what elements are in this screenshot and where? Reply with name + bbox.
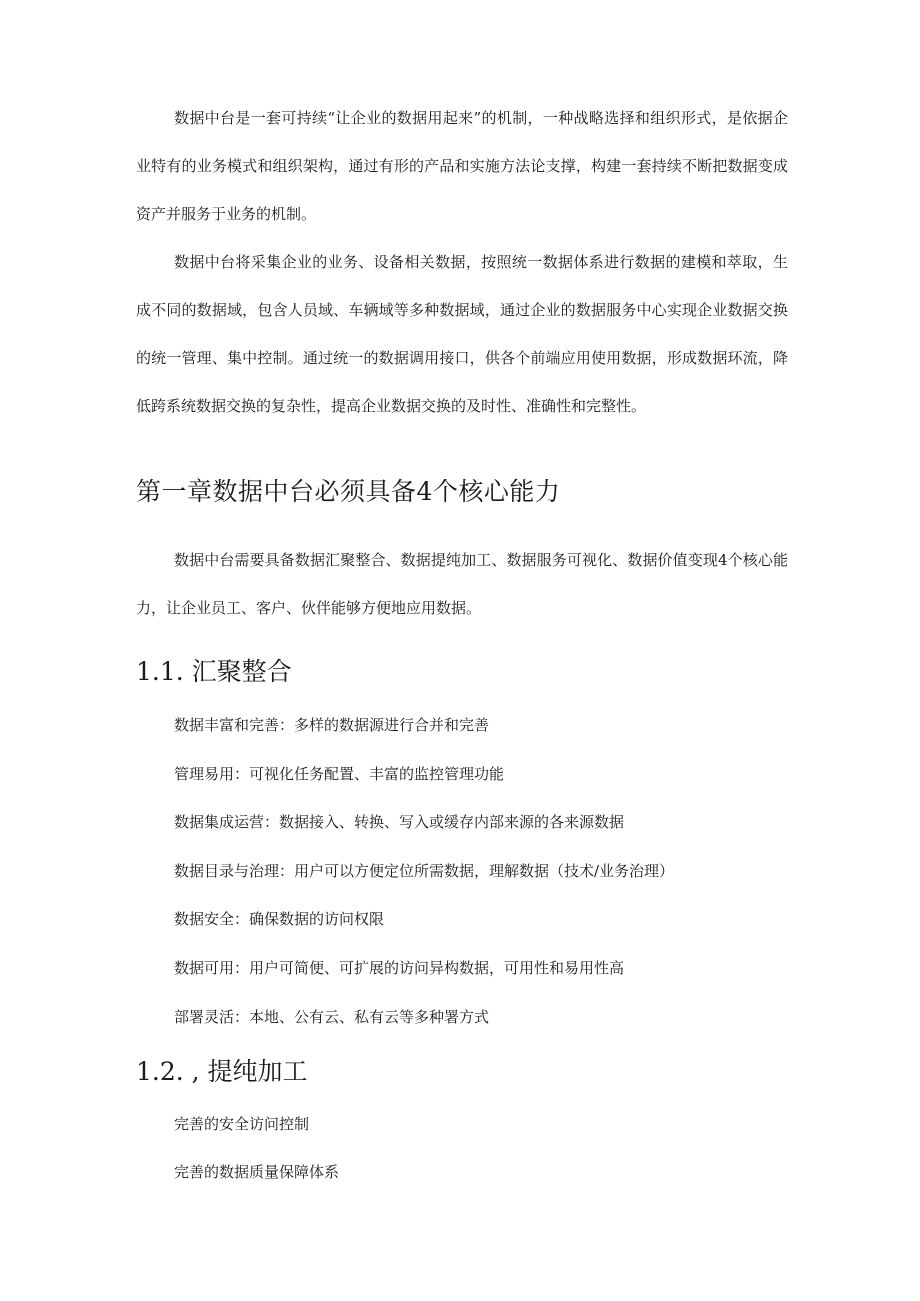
- list-item: 完善的数据质量保障体系: [174, 1163, 340, 1181]
- list-item: 完善的安全访问控制: [174, 1115, 310, 1133]
- section-1-2-title: 1.2. , 提纯加工: [136, 1057, 308, 1086]
- list-item: 部署灵活：本地、公有云、私有云等多种署方式: [174, 1008, 490, 1026]
- intro-paragraph-1: 数据中台是一套可持续“让企业的数据用起来”的机制，一种战略选择和组织形式，是依据企业特有的业务模式和组织架构，通过有形的产品和实施方法论支撑，构建一套持续不断把数据变成资产并服务于业务的机制。: [136, 109, 788, 223]
- intro-paragraph-2: 数据中台将采集企业的业务、设备相关数据，按照统一数据体系进行数据的建模和萃取，生成不同的数据域，包含人员域、车辆域等多种数据域，通过企业的数据服务中心实现企业数据交换的统一管理、集中控制。通过统一的数据调用接口，供各个前端应用使用数据，形成数据环流，降低跨系统数据交换的复杂性，提高企业数据交换的及时性、准确性和完整性。: [136, 253, 788, 415]
- chapter-1-paragraph: 数据中台需要具备数据汇聚整合、数据提纯加工、数据服务可视化、数据价值变现4个核心能力，让企业员工、客户、伙伴能够方便地应用数据。: [136, 551, 788, 617]
- list-item: 数据安全：确保数据的访问权限: [174, 910, 385, 928]
- list-item: 数据目录与治理：用户可以方便定位所需数据，理解数据（技术/业务治理）: [174, 862, 675, 880]
- list-item: 数据可用：用户可简便、可扩展的访问异构数据，可用性和易用性高: [174, 959, 625, 977]
- list-item: 数据集成运营：数据接入、转换、写入或缓存内部来源的各来源数据: [174, 813, 625, 831]
- chapter-1-title: 第一章数据中台必须具备4个核心能力: [136, 477, 561, 506]
- list-item: 数据丰富和完善：多样的数据源进行合并和完善: [174, 716, 490, 734]
- section-1-1-title: 1.1. 汇聚整合: [136, 657, 292, 686]
- list-item: 管理易用：可视化任务配置、丰富的监控管理功能: [174, 765, 505, 783]
